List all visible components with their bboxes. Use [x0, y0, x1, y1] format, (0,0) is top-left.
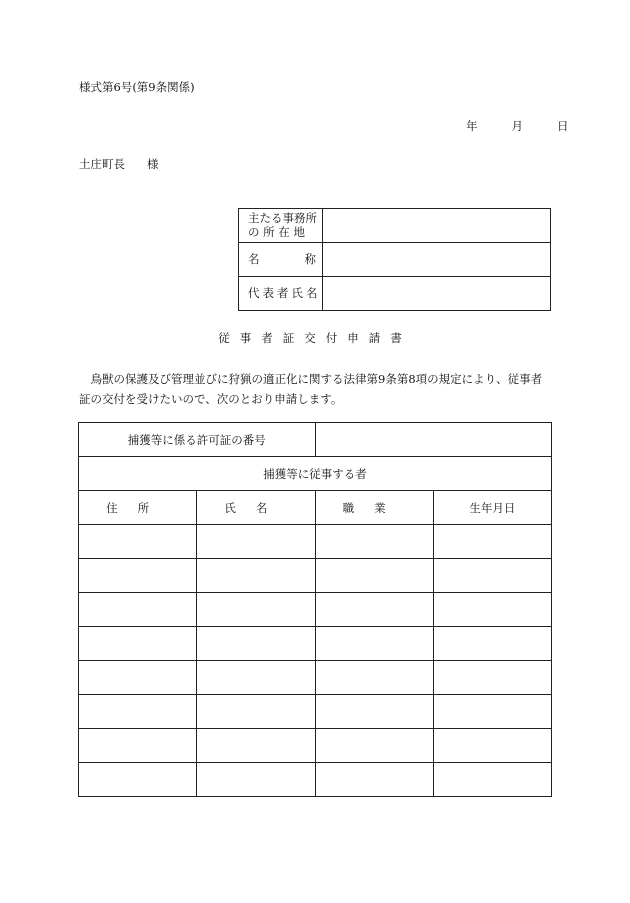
address-cell[interactable] [79, 525, 197, 559]
address-cell[interactable] [79, 627, 197, 661]
date-line [466, 121, 569, 133]
application-statement: 鳥獣の保護及び管理並びに狩猟の適正化に関する法律第9条第8項の規定により、従事者証の交付を受けたいので、次のとおり申請します。 [79, 372, 543, 406]
occupation-cell[interactable] [315, 763, 433, 797]
name-cell[interactable] [197, 729, 315, 763]
name-cell[interactable] [197, 627, 315, 661]
date-month: 月 [511, 119, 523, 133]
column-header-name: 氏名 [197, 491, 315, 525]
permit-number-row [79, 423, 552, 457]
birthdate-cell[interactable] [433, 525, 551, 559]
permit-number-label: 捕獲等に係る許可証の番号 [79, 423, 316, 457]
column-header-row [79, 491, 552, 525]
office-location-field[interactable] [323, 209, 551, 243]
table-row [79, 729, 552, 763]
address-cell[interactable] [79, 695, 197, 729]
form-number: 様式第6号(第9条関係) [79, 80, 195, 94]
table-row [79, 525, 552, 559]
representative-label: 代表者氏名 [239, 277, 323, 311]
column-header-address: 住所 [79, 491, 197, 525]
table-row [79, 559, 552, 593]
address-cell[interactable] [79, 559, 197, 593]
representative-row [239, 277, 551, 311]
workers-heading: 捕獲等に従事する者 [79, 457, 552, 491]
occupation-cell[interactable] [315, 627, 433, 661]
document-title: 従事者証交付申請書 [218, 331, 412, 345]
birthdate-cell[interactable] [433, 729, 551, 763]
office-location-row [239, 209, 551, 243]
table-row [79, 695, 552, 729]
addressee [79, 159, 159, 171]
birthdate-cell[interactable] [433, 627, 551, 661]
name-cell[interactable] [197, 661, 315, 695]
workers-table [78, 422, 552, 797]
address-cell[interactable] [79, 661, 197, 695]
name-cell[interactable] [197, 559, 315, 593]
name-cell[interactable] [197, 525, 315, 559]
birthdate-cell[interactable] [433, 763, 551, 797]
applicant-name-label: 名 称 [239, 243, 323, 277]
office-location-label: 主たる事務所 の 所 在 地 [239, 209, 323, 243]
applicant-name-row [239, 243, 551, 277]
address-cell[interactable] [79, 729, 197, 763]
table-row [79, 661, 552, 695]
table-row [79, 627, 552, 661]
occupation-cell[interactable] [315, 695, 433, 729]
occupation-cell[interactable] [315, 559, 433, 593]
birthdate-cell[interactable] [433, 559, 551, 593]
representative-field[interactable] [323, 277, 551, 311]
workers-heading-row [79, 457, 552, 491]
applicant-name-field[interactable] [323, 243, 551, 277]
column-header-birthdate: 生年月日 [433, 491, 551, 525]
occupation-cell[interactable] [315, 729, 433, 763]
table-row [79, 593, 552, 627]
birthdate-cell[interactable] [433, 661, 551, 695]
occupation-cell[interactable] [315, 593, 433, 627]
name-cell[interactable] [197, 593, 315, 627]
address-cell[interactable] [79, 763, 197, 797]
addressee-name: 土庄町長 [79, 157, 125, 171]
address-cell[interactable] [79, 593, 197, 627]
addressee-honorific: 様 [147, 157, 159, 171]
date-day: 日 [557, 119, 569, 133]
table-row [79, 763, 552, 797]
name-cell[interactable] [197, 763, 315, 797]
occupation-cell[interactable] [315, 525, 433, 559]
permit-number-field[interactable] [315, 423, 552, 457]
applicant-info-table [238, 208, 551, 311]
birthdate-cell[interactable] [433, 695, 551, 729]
date-year: 年 [466, 119, 478, 133]
occupation-cell[interactable] [315, 661, 433, 695]
column-header-occupation: 職業 [315, 491, 433, 525]
name-cell[interactable] [197, 695, 315, 729]
birthdate-cell[interactable] [433, 593, 551, 627]
